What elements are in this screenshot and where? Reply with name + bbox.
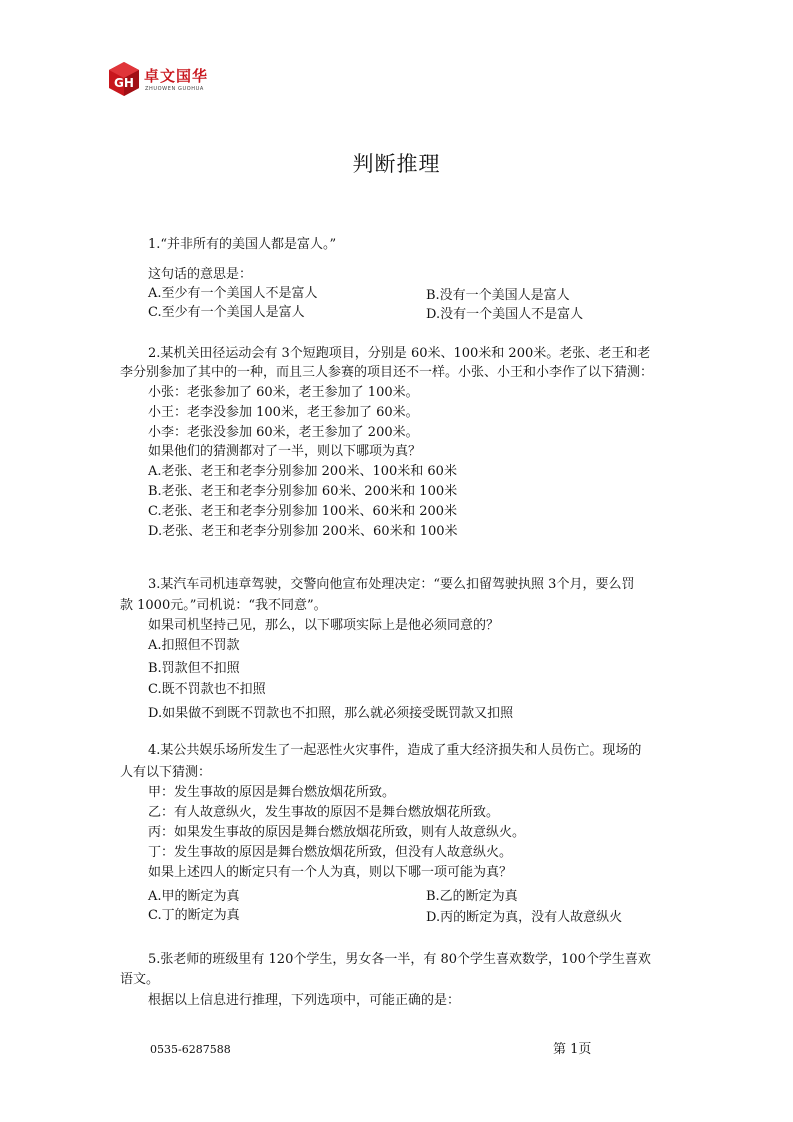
q3-option-c: C.既不罚款也不扣照	[148, 682, 266, 697]
q4-statement-ding: 丁：发生事故的原因是舞台燃放烟花所致，但没有人故意纵火。	[148, 845, 513, 860]
q5-prompt: 根据以上信息进行推理，下列选项中，可能正确的是：	[148, 993, 461, 1008]
q4-option-d: D.丙的断定为真，没有人故意纵火	[426, 910, 623, 925]
q2-option-d: D.老张、老王和老李分别参加 200米、60米和 100米	[148, 524, 458, 539]
q2-option-b: B.老张、老王和老李分别参加 60米、200米和 100米	[148, 484, 458, 499]
company-logo	[108, 61, 228, 101]
q5-stem-line1: 5.张老师的班级里有 120个学生，男女各一半，有 80个学生喜欢数学，100个学生喜欢	[148, 952, 651, 967]
q4-option-c: C.丁的断定为真	[148, 908, 240, 923]
q1-option-c: C.至少有一个美国人是富人	[148, 305, 305, 320]
q2-guess-2: 小王：老李没参加 100米，老王参加了 60米。	[148, 405, 419, 420]
logo-cube-icon	[108, 61, 140, 97]
q4-statement-bing: 丙：如果发生事故的原因是舞台燃放烟花所致，则有人故意纵火。	[148, 825, 526, 840]
q3-stem-line1: 3.某汽车司机违章驾驶，交警向他宣布处理决定：“要么扣留驾驶执照 3个月，要么罚	[148, 577, 635, 592]
footer-phone: 0535-6287588	[150, 1043, 231, 1056]
q3-option-a: A.扣照但不罚款	[148, 638, 240, 653]
q3-prompt: 如果司机坚持己见，那么，以下哪项实际上是他必须同意的？	[148, 618, 500, 633]
q4-statement-yi: 乙：有人故意纵火，发生事故的原因不是舞台燃放烟花所致。	[148, 805, 500, 820]
q2-stem-line2: 李分别参加了其中的一种，而且三人参赛的项目还不一样。小张、小王和小李作了以下猜测：	[120, 365, 654, 380]
q2-option-a: A.老张、老王和老李分别参加 200米、100米和 60米	[148, 464, 457, 479]
logo-subtitle: ZHUOWEN GUOHUA	[145, 86, 204, 92]
svg-text:GH: GH	[114, 76, 134, 90]
page-number: 第 1页	[553, 1042, 592, 1057]
q5-stem-line2: 语文。	[120, 972, 160, 987]
q3-option-b: B.罚款但不扣照	[148, 661, 240, 676]
q4-stem-line1: 4.某公共娱乐场所发生了一起恶性火灾事件，造成了重大经济损失和人员伤亡。现场的	[148, 743, 642, 758]
q1-option-a: A.至少有一个美国人不是富人	[148, 286, 318, 301]
q2-prompt: 如果他们的猜测都对了一半，则以下哪项为真？	[148, 444, 422, 459]
q1-prompt: 这句话的意思是：	[148, 267, 253, 282]
q4-option-b: B.乙的断定为真	[426, 889, 518, 904]
page-title: 判断推理	[352, 152, 441, 176]
logo-name: 卓文国华	[144, 67, 209, 85]
q2-guess-3: 小李：老张没参加 60米，老王参加了 200米。	[148, 425, 419, 440]
q2-guess-1: 小张：老张参加了 60米，老王参加了 100米。	[148, 385, 419, 400]
q3-option-d: D.如果做不到既不罚款也不扣照，那么就必须接受既罚款又扣照	[148, 706, 514, 721]
q4-statement-jia: 甲：发生事故的原因是舞台燃放烟花所致。	[148, 785, 396, 800]
q1-option-d: D.没有一个美国人不是富人	[426, 307, 584, 322]
q4-prompt: 如果上述四人的断定只有一个人为真，则以下哪一项可能为真？	[148, 865, 513, 880]
q1-option-b: B.没有一个美国人是富人	[426, 288, 570, 303]
q1-stem: 1.“并非所有的美国人都是富人。”	[148, 237, 337, 252]
q4-stem-line2: 人有以下猜测：	[120, 765, 212, 780]
q2-option-c: C.老张、老王和老李分别参加 100米、60米和 200米	[148, 504, 458, 519]
q2-stem-line1: 2.某机关田径运动会有 3个短跑项目，分别是 60米、100米和 200米。老张、老王和老	[148, 346, 651, 361]
q3-stem-line2: 款 1000元。”司机说：“我不同意”。	[120, 598, 327, 613]
q4-option-a: A.甲的断定为真	[148, 889, 240, 904]
